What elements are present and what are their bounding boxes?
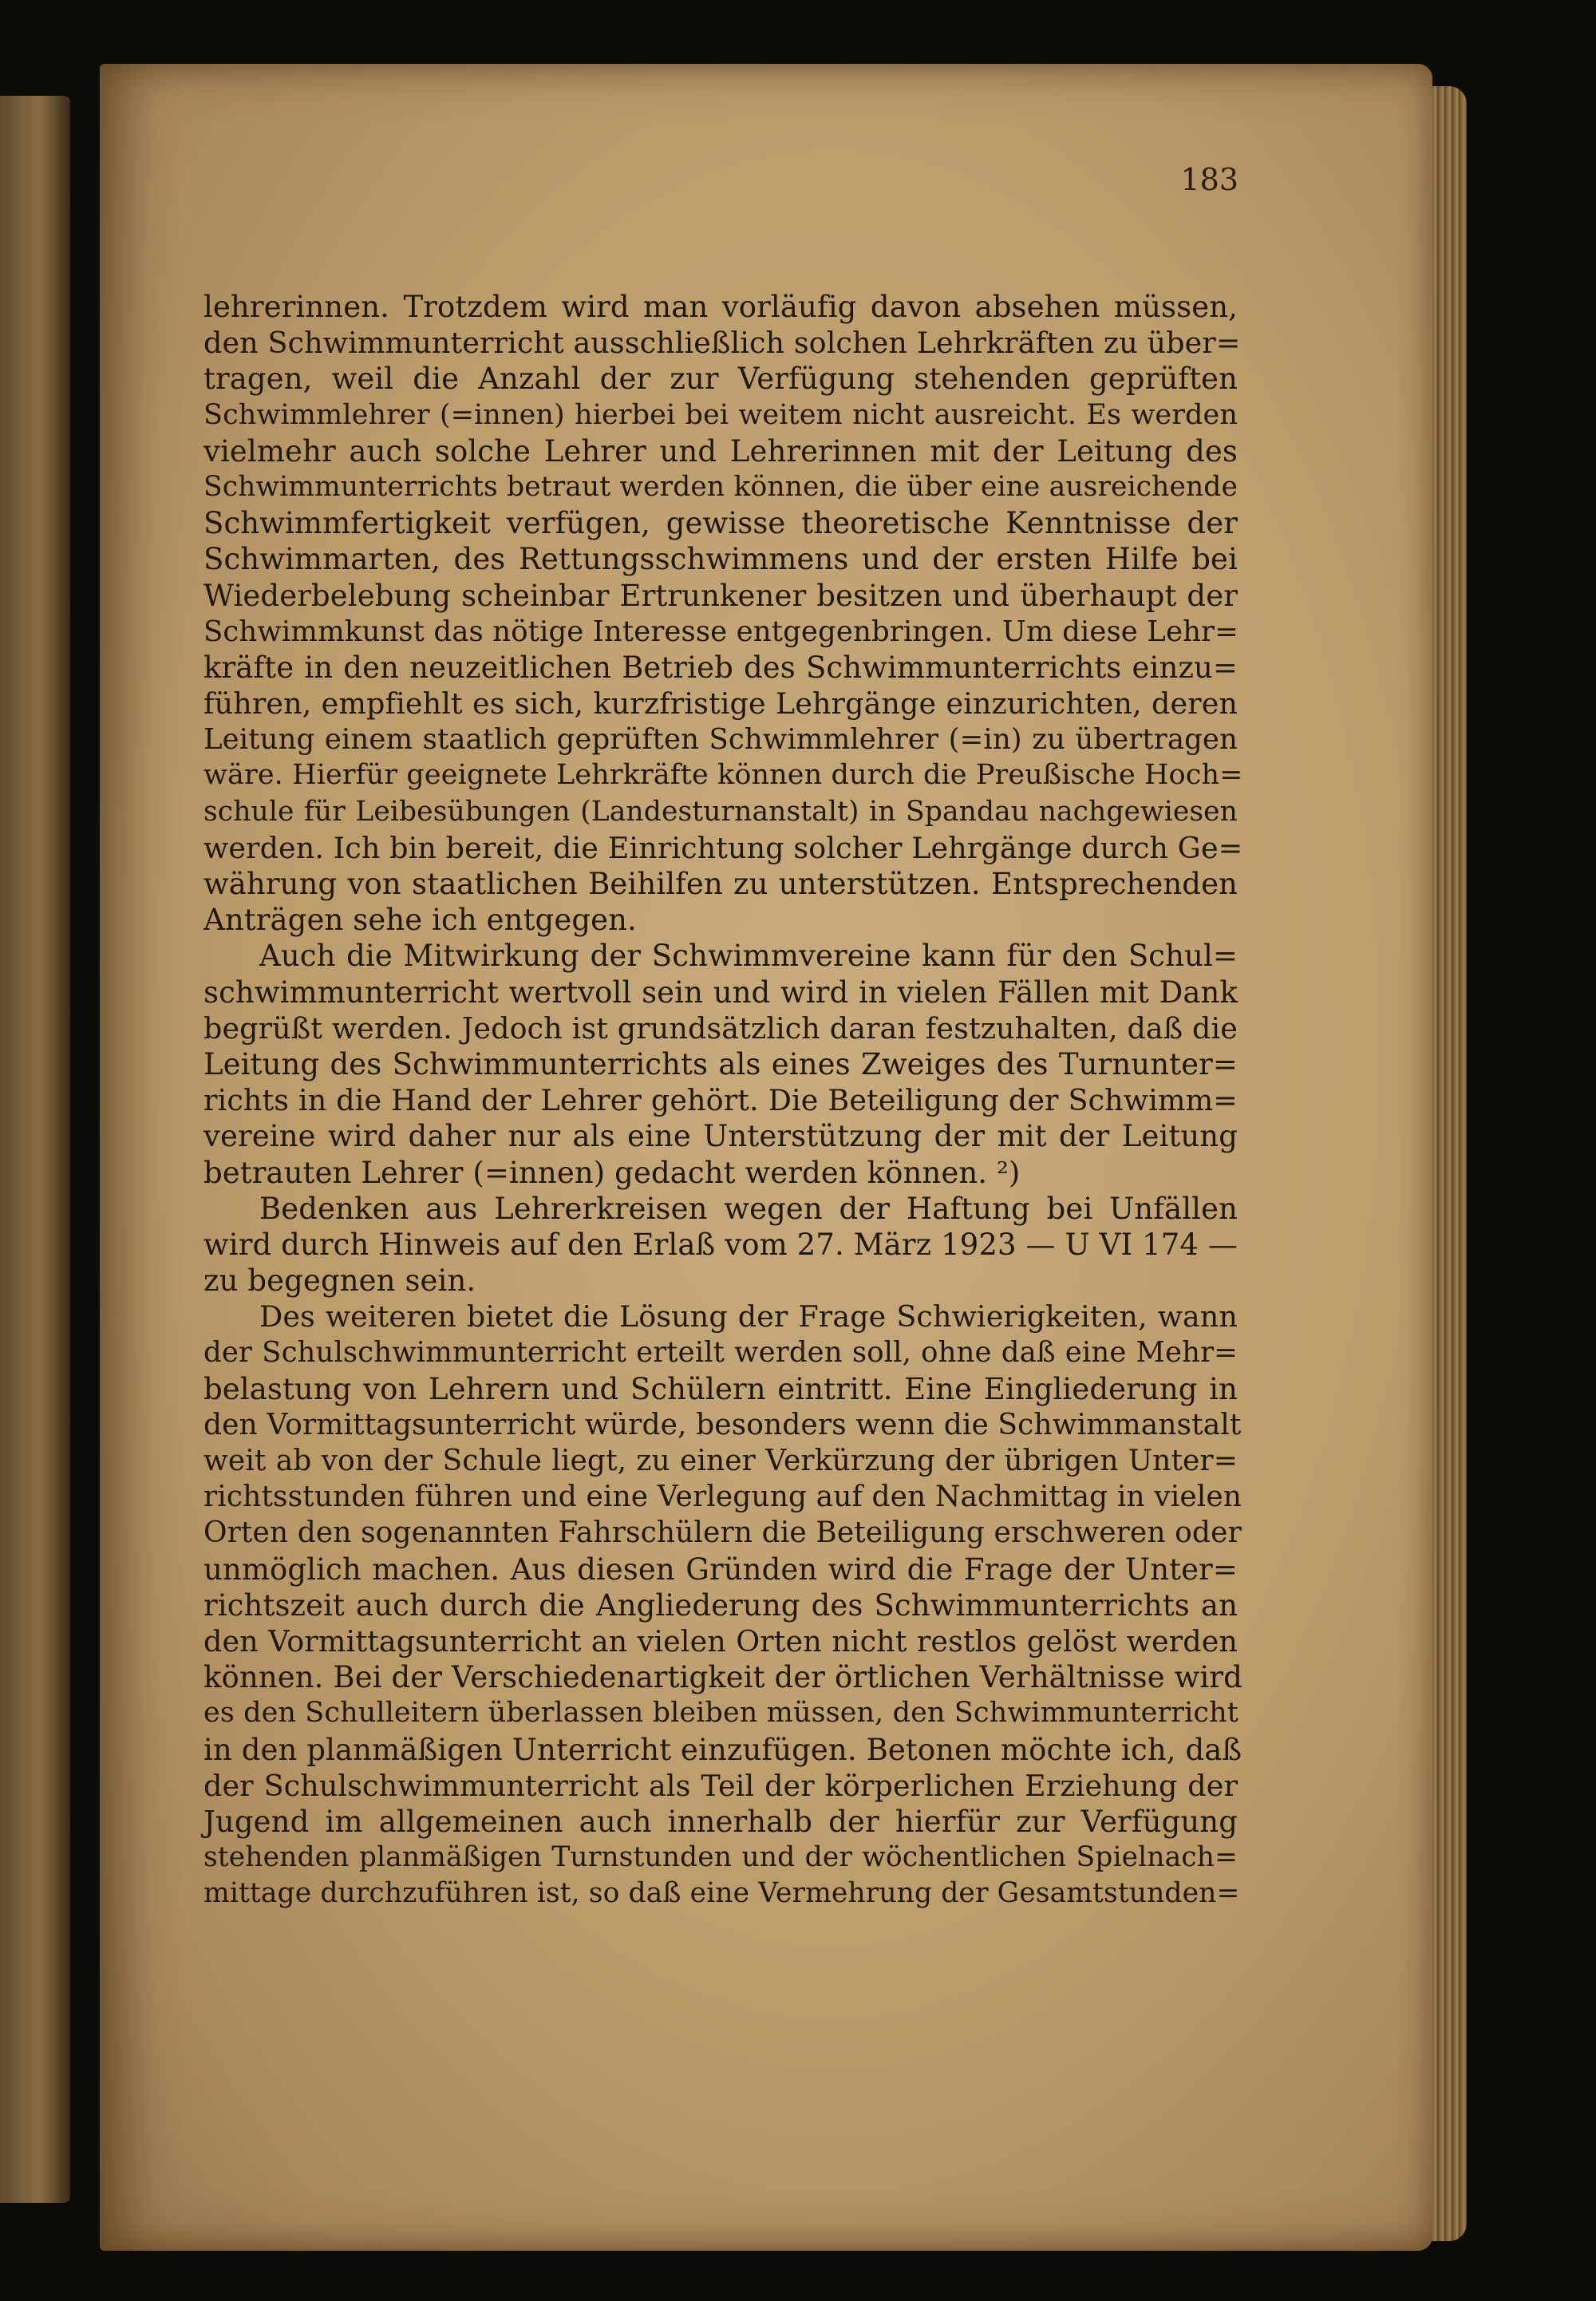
- text-line: lehrerinnen. Trotzdem wird man vorläufig davon absehen müssen,: [203, 290, 1238, 324]
- paragraph-1: [203, 289, 1243, 938]
- text-line: den Schwimmunterricht ausschließlich solchen Lehrkräften zu über=: [203, 326, 1241, 361]
- text-line: richtsstunden führen und eine Verlegung auf den Nachmittag in vielen: [203, 1481, 1242, 1514]
- paragraph-2: [203, 938, 1238, 1190]
- text-line: den Vormittagsunterricht würde, besonders wenn die Schwimmanstalt: [203, 1408, 1242, 1441]
- text-line: kräfte in den neuzeitlichen Betrieb des Schwimmunterrichts einzu=: [203, 650, 1238, 685]
- text-line: in den planmäßigen Unterricht einzufügen. Betonen möchte ich, daß: [203, 1732, 1242, 1767]
- text-line: Schwimmfertigkeit verfügen, gewisse theoretische Kenntnisse der: [203, 506, 1238, 541]
- text-line: begrüßt werden. Jedoch ist grundsätzlich daran festzuhalten, daß die: [203, 1010, 1238, 1046]
- previous-page-edge: [0, 96, 70, 2203]
- text-line: Leitung einem staatlich geprüften Schwimmlehrer (=in) zu übertragen: [203, 723, 1238, 757]
- text-line: Auch die Mitwirkung der Schwimmvereine kann für den Schul=: [259, 939, 1238, 974]
- text-line: können. Bei der Verschiedenartigkeit der örtlichen Verhältnisse wird: [203, 1660, 1242, 1695]
- text-line: wird durch Hinweis auf den Erlaß vom 27. März 1923 — U VI 174 —: [203, 1227, 1238, 1262]
- page-number: 183: [1180, 162, 1238, 197]
- text-line: belastung von Lehrern und Schülern eintritt. Eine Eingliederung in: [203, 1371, 1238, 1406]
- text-line: Jugend im allgemeinen auch innerhalb der hierfür zur Verfügung: [203, 1804, 1238, 1839]
- text-line: betrauten Lehrer (=innen) gedacht werden können. ²): [203, 1155, 1021, 1190]
- text-line: mittage durchzuführen ist, so daß eine Vermehrung der Gesamtstunden=: [203, 1877, 1240, 1910]
- text-line: stehenden planmäßigen Turnstunden und der wöchentlichen Spielnach=: [203, 1841, 1238, 1874]
- text-line: Des weiteren bietet die Lösung der Frage Schwierigkeiten, wann: [259, 1299, 1238, 1334]
- text-line: Schwimmkunst das nötige Interesse entgegenbringen. Um diese Lehr=: [203, 615, 1238, 648]
- text-line: führen, empfiehlt es sich, kurzfristige Lehrgänge einzurichten, deren: [203, 686, 1238, 722]
- text-line: der Schulschwimmunterricht erteilt werden soll, ohne daß eine Mehr=: [203, 1336, 1238, 1370]
- text-line: Leitung des Schwimmunterrichts als eines Zweiges des Turnunter=: [203, 1046, 1238, 1081]
- text-line: Schwimmlehrer (=innen) hierbei bei weitem nicht ausreicht. Es werden: [203, 398, 1238, 431]
- text-line: werden. Ich bin bereit, die Einrichtung solcher Lehrgänge durch Ge=: [203, 830, 1243, 865]
- paragraph-4: [203, 1299, 1242, 1912]
- text-line: den Vormittagsunterricht an vielen Orten nicht restlos gelöst werden: [203, 1623, 1238, 1659]
- text-line: Orten den sogenannten Fahrschülern die Beteiligung erschweren oder: [203, 1516, 1242, 1550]
- text-line: schwimmunterricht wertvoll sein und wird in vielen Fällen mit Dank: [203, 975, 1238, 1010]
- text-line: richtszeit auch durch die Angliederung des Schwimmunterrichts an: [203, 1587, 1238, 1623]
- text-line: Schwimmarten, des Rettungsschwimmens und der ersten Hilfe bei: [203, 542, 1238, 577]
- text-line: der Schulschwimmunterricht als Teil der körperlichen Erziehung der: [203, 1768, 1238, 1803]
- text-line: unmöglich machen. Aus diesen Gründen wird die Frage der Unter=: [203, 1552, 1238, 1587]
- text-line: zu begegnen sein.: [203, 1263, 476, 1299]
- text-line: Wiederbelebung scheinbar Ertrunkener besitzen und überhaupt der: [203, 578, 1238, 613]
- text-line: richts in die Hand der Lehrer gehört. Die Beteiligung der Schwimm=: [203, 1083, 1238, 1118]
- text-line: währung von staatlichen Beihilfen zu unterstützen. Entsprechenden: [203, 867, 1238, 901]
- paragraph-3: [203, 1191, 1238, 1299]
- text-line: Schwimmunterrichts betraut werden können, die über eine ausreichende: [203, 470, 1238, 503]
- text-line: Bedenken aus Lehrerkreisen wegen der Haftung bei Unfällen: [259, 1191, 1238, 1226]
- text-line: Anträgen sehe ich entgegen.: [203, 903, 637, 938]
- text-line: schule für Leibesübungen (Landesturnanstalt) in Spandau nachgewiesen: [203, 795, 1238, 828]
- text-line: es den Schulleitern überlassen bleiben müssen, den Schwimmunterricht: [203, 1697, 1238, 1730]
- text-line: weit ab von der Schule liegt, zu einer Verkürzung der übrigen Unter=: [203, 1445, 1238, 1477]
- text-line: tragen, weil die Anzahl der zur Verfügung stehenden geprüften: [203, 362, 1238, 397]
- text-line: vereine wird daher nur als eine Unterstützung der mit der Leitung: [203, 1119, 1238, 1154]
- text-line: wäre. Hierfür geeignete Lehrkräfte können durch die Preußische Hoch=: [203, 759, 1243, 792]
- body-text: [203, 289, 1243, 1912]
- text-line: vielmehr auch solche Lehrer und Lehrerinnen mit der Leitung des: [203, 433, 1238, 469]
